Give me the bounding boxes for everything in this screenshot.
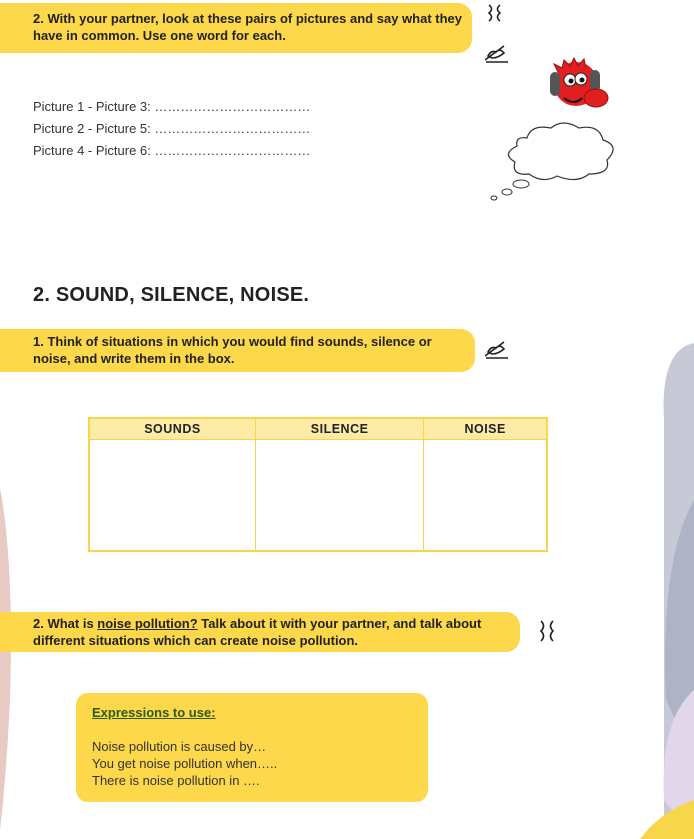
picture-pairs-list [33, 96, 310, 162]
sounds-answer-cell[interactable] [89, 440, 255, 552]
cartoon-face-icon [546, 54, 616, 116]
column-header-silence: SILENCE [255, 418, 423, 440]
writing-hand-icon [482, 336, 512, 362]
expression-line: You get noise pollution when….. [92, 756, 278, 771]
section-heading: 2. SOUND, SILENCE, NOISE. [33, 284, 310, 306]
table-row [89, 440, 547, 552]
list-item: Picture 2 - Picture 5: ……………………………… [33, 121, 311, 136]
instruction-banner-situations [0, 329, 475, 372]
instruction-text-start: 2. What is [33, 616, 98, 631]
instruction-text-end: Talk about it with your partner, and talk about different situations which can create noise pollution. [33, 616, 482, 648]
instruction-banner-noise-pollution [0, 612, 520, 652]
expressions-title: Expressions to use: [92, 705, 216, 720]
list-item: Picture 4 - Picture 6: ……………………………… [33, 143, 311, 158]
noise-answer-cell[interactable] [424, 440, 547, 552]
writing-hand-icon [482, 40, 512, 66]
column-header-sounds: SOUNDS [89, 418, 255, 440]
instruction-text: 1. Think of situations in which you would find sounds, silence or noise, and write them in the box. [33, 334, 432, 366]
thought-cloud-icon [487, 118, 621, 202]
column-header-noise: NOISE [424, 418, 547, 440]
speaking-icon [484, 2, 514, 28]
instruction-banner-pairs [0, 3, 472, 53]
sounds-silence-noise-table [88, 417, 548, 552]
silence-answer-cell[interactable] [255, 440, 423, 552]
expressions-box [76, 693, 428, 802]
table-header-row [89, 418, 547, 440]
instruction-text: 2. With your partner, look at these pairs of pictures and say what they have in common. Use one word for each. [33, 11, 462, 43]
speaking-icon [536, 617, 566, 647]
expression-line: Noise pollution is caused by… [92, 739, 267, 754]
noise-pollution-term: noise pollution? [97, 616, 198, 631]
list-item: Picture 1 - Picture 3: ……………………………… [33, 99, 311, 114]
expression-line: There is noise pollution in …. [92, 773, 260, 788]
